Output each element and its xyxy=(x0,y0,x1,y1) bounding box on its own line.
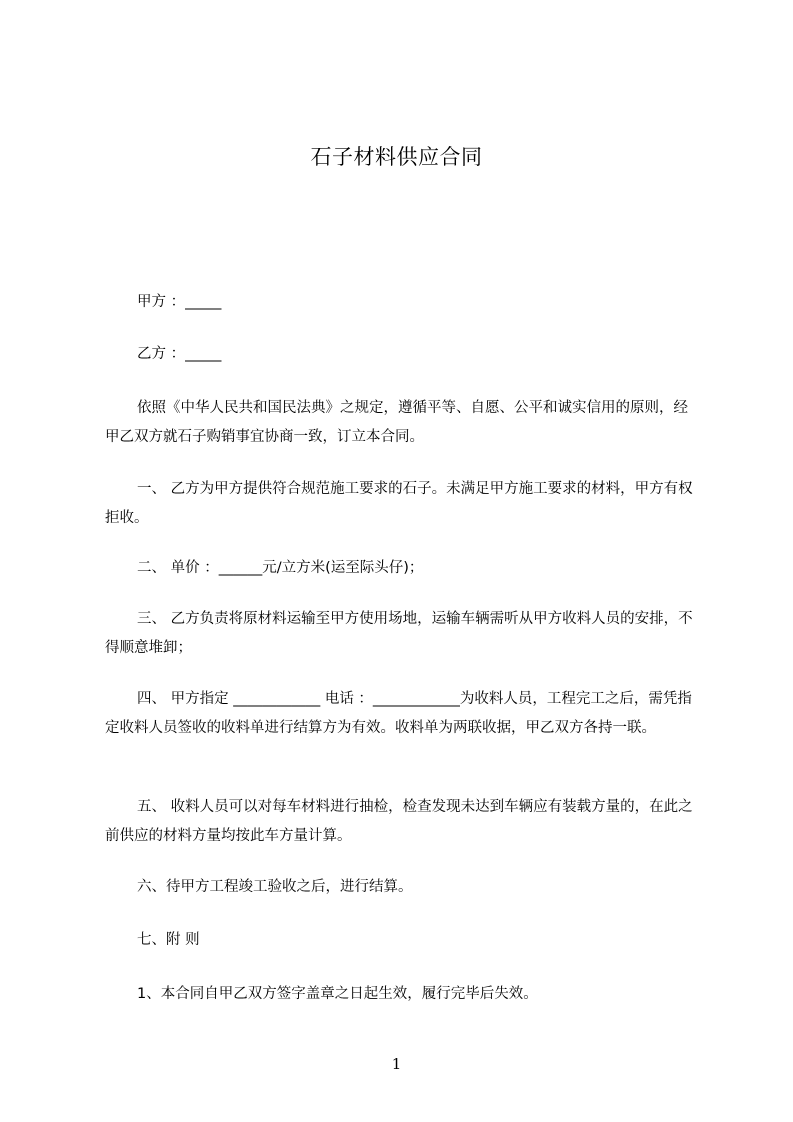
clause-4-paragraph: 四、 甲方指定 ____________ 电话 ：____________为收料人员，工程完工之后，需凭指定收料人员签收的收料单进行结算方为有效。收料单为两联收据，甲乙双方各持一联。 xyxy=(105,691,692,736)
party-b-line: 乙方 ：_____ xyxy=(137,346,222,362)
clause-3-paragraph: 三、 乙方负责将原材料运输至甲方使用场地，运输车辆需听从甲方收料人员的安排，不得顺意堆卸； xyxy=(105,611,693,656)
party-a-line: 甲方 ：_____ xyxy=(137,294,222,310)
page-number: 1 xyxy=(391,1055,402,1073)
clause-6-paragraph: 六、待甲方工程竣工验收之后，进行结算。 xyxy=(137,879,413,895)
preamble-paragraph: 依照《中华人民共和国民法典》之规定，遵循平等、自愿、公平和诚实信用的原则，经甲乙双方就石子购销事宜协商一致，订立本合同。 xyxy=(105,400,688,445)
clause-5-paragraph: 五、 收料人员可以对每车材料进行抽检，检查发现未达到车辆应有装载方量的，在此之前供应的材料方量均按此车方量计算。 xyxy=(105,799,693,844)
clause-7-item-1: 1、本合同自甲乙双方签字盖章之日起生效，履行完毕后失效。 xyxy=(137,986,538,1002)
document-title: 石子材料供应合同 xyxy=(310,145,483,169)
clause-7-heading: 七、附 则 xyxy=(137,932,200,948)
clause-1-paragraph: 一、 乙方为甲方提供符合规范施工要求的石子。未满足甲方施工要求的材料，甲方有权拒收。 xyxy=(105,481,693,526)
clause-2-paragraph: 二、 单价 ：______元/立方米(运至际头仔)； xyxy=(137,560,424,576)
